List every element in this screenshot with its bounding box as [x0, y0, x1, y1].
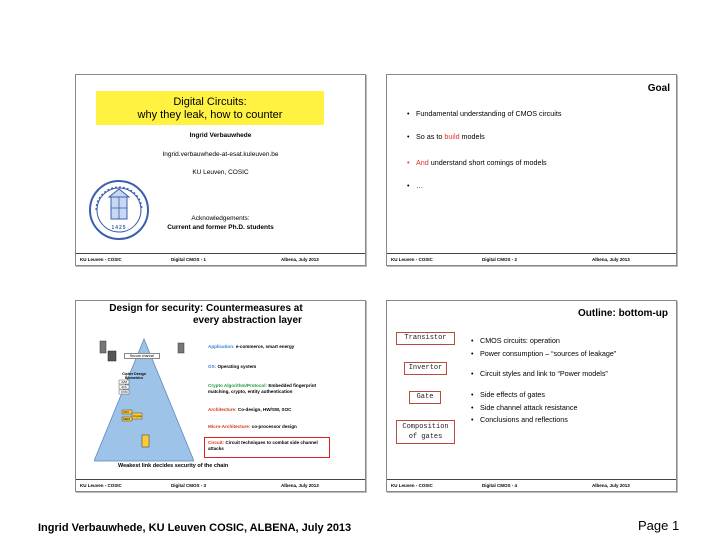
slide1-title-line2: why they leak, how to counter: [137, 109, 283, 121]
box-composition: Composition of gates: [396, 420, 455, 444]
footer-location: Albena, July 2013: [281, 483, 319, 488]
abstraction-pyramid: [94, 335, 194, 463]
org-name: KU Leuven, COSIC: [192, 169, 249, 176]
slide-footer: [387, 253, 676, 265]
footer-page: Digital CMOS - 4: [482, 483, 518, 488]
seal-year: 1425: [111, 225, 127, 231]
university-seal: [88, 179, 150, 241]
slide3-title-line2: every abstraction layer: [193, 315, 302, 326]
slide-footer: [76, 253, 365, 265]
layer-application: Application: e-commerce, smart energy: [208, 344, 295, 349]
slide-footer: [76, 479, 365, 491]
slide3-title-line1: Design for security: Countermeasures at: [109, 303, 303, 314]
footer-location: Albena, July 2013: [281, 257, 319, 262]
footer-page: Digital CMOS - 3: [171, 483, 207, 488]
slide-3: [75, 300, 366, 492]
secure-channel-label: Secure channel: [124, 353, 160, 359]
footer-org: KU Leuven - COSIC: [80, 483, 122, 488]
author-name: Ingrid Verbauwhede: [189, 132, 252, 139]
crypto-label: Crypto: [133, 414, 142, 418]
weakest-link-note: Weakest link decides security of the chain: [118, 463, 229, 469]
footer-org: KU Leuven - COSIC: [80, 257, 122, 262]
footer-org: KU Leuven - COSIC: [391, 483, 433, 488]
footer-location: Albena, July 2013: [592, 257, 630, 262]
title-box: [96, 91, 324, 125]
ack-label: Acknowledgements:: [191, 215, 250, 222]
slide1-title-line1: Digital Circuits:: [173, 96, 247, 108]
cpu-label: CPU: [123, 410, 130, 414]
slide-4: Outline: bottom-up Transistor Invertor Gate Composition of gates • CMOS circuits: operation • Power consumption – “sources of leakage” • Circuit styles and link to “Power models” • Side effects of gates • Side channel attack resistance • Conclusions and reflections KU Leuven - COSIC Digital CMOS - 4 Albena, July 2013: [386, 300, 677, 492]
slide4-title: Outline: bottom-up: [578, 308, 668, 319]
layer-crypto: Crypto Algorithm/Protocol: Embedded fingerprint matching, crypto, entity authentication: [208, 383, 317, 394]
ack-text: Current and former Ph.D. students: [167, 224, 274, 231]
footer-location: Albena, July 2013: [592, 483, 630, 488]
box-transistor: Transistor: [396, 332, 455, 345]
author-email: Ingrid.verbauwhede-at-esat.kuleuven.be: [162, 151, 279, 158]
footer-org: KU Leuven - COSIC: [391, 257, 433, 262]
slide2-title: Goal: [647, 83, 670, 94]
box-gate: Gate: [409, 391, 441, 404]
page-number: Page 1: [638, 518, 680, 533]
cipher-label: Cipher Design Biometrics: [122, 372, 146, 380]
footer-page: Digital CMOS - 1: [171, 257, 207, 262]
slide-1: [75, 74, 366, 266]
slide-footer: [387, 479, 676, 491]
jvm-label: JVM: [121, 380, 127, 384]
box-invertor: Invertor: [404, 362, 447, 375]
layer-circuit: Circuit: Circuit techniques to combat side channel attacks: [208, 440, 318, 451]
layer-os: OS: Operating system: [208, 364, 257, 369]
layer-architecture: Architecture: Co-design, HW/SW, SOC: [208, 407, 292, 412]
kvm-label: KVM: [121, 390, 128, 394]
layer-micro-architecture: Micro-Architecture: co-processor design: [208, 424, 297, 429]
slide-2: Goal • Fundamental understanding of CMOS circuits • So as to build models • And understand short comings of models • … KU Leuven - COSIC Digital CMOS - 2 Albena, July 2013: [386, 74, 677, 266]
jca-label: JCA: [121, 385, 127, 389]
page-footer-author: Ingrid Verbauwhede, KU Leuven COSIC, ALBENA, July 2013: [38, 522, 352, 534]
footer-page: Digital CMOS - 2: [482, 257, 518, 262]
mem-label: MEM: [123, 417, 130, 421]
